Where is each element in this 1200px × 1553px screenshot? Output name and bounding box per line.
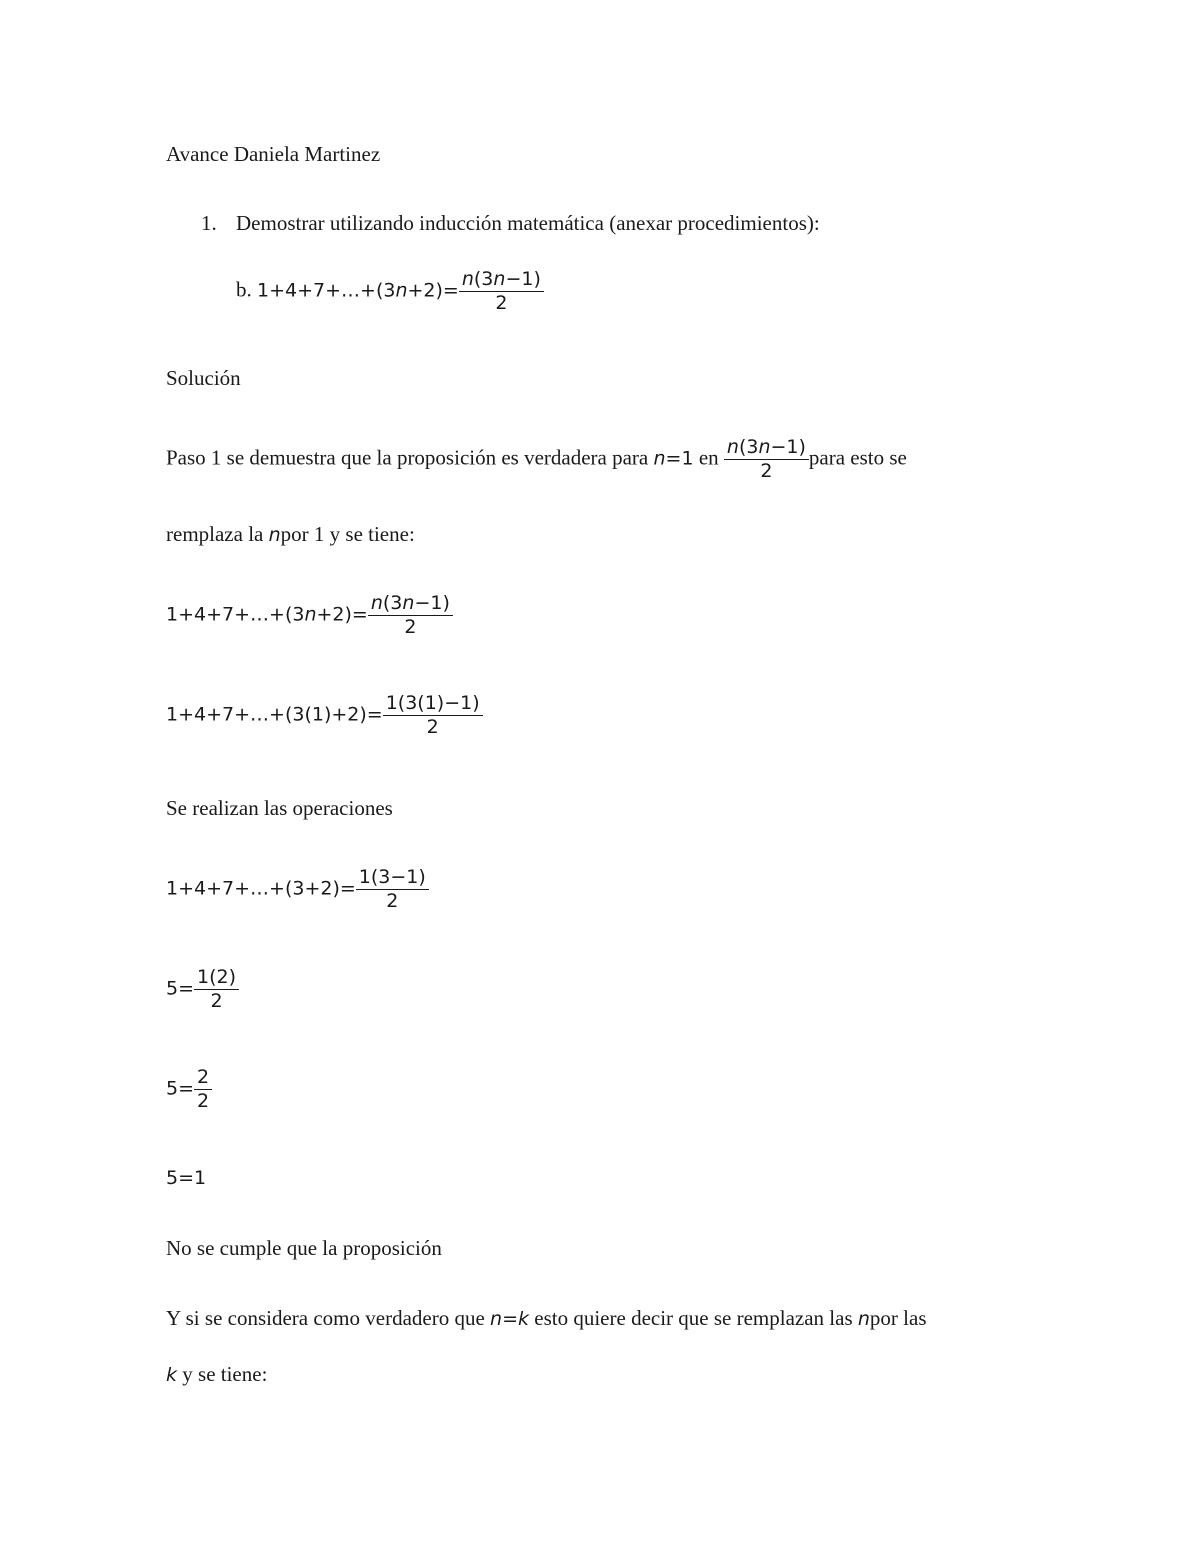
equation-4: 5= $\frac{1(2)}{2}$: [166, 968, 239, 1011]
item-label: b.: [236, 277, 252, 302]
conclusion-text: No se cumple que la proposición: [166, 1236, 442, 1260]
equation-2-fraction: $\frac{1(3(1)-1)}{2}$: [383, 694, 483, 737]
equation-3: 1+4+7+…+(3+2)= $\frac{1(3-1)}{2}$: [166, 868, 429, 911]
equation-4-fraction: $\frac{1(2)}{2}$: [194, 968, 239, 1011]
equation-6: 5=1: [166, 1167, 207, 1189]
closing-line2: k y se tiene:: [166, 1362, 268, 1386]
formula-fraction: $\frac{n(3n-1)}{2}$: [459, 270, 544, 313]
equation-1-fraction: $\frac{n(3n-1)}{2}$: [368, 594, 453, 637]
document-heading: Avance Daniela Martinez: [166, 142, 381, 166]
paso1-fraction: $\frac{n(3n-1)}{2}$: [724, 438, 809, 481]
equation-2: 1+4+7+…+(3(1)+2)= $\frac{1(3(1)-1)}{2}$: [166, 694, 483, 737]
problem-number: 1.: [201, 211, 217, 235]
paso1-line1: Paso 1 se demuestra que la proposición es verdadera para n=1 en $\frac{n(3n-1)}{2}$ para esto se: [166, 436, 907, 482]
equation-5: 5= $\frac{2}{2}$: [166, 1068, 212, 1111]
equation-3-fraction: $\frac{1(3-1)}{2}$: [356, 868, 429, 911]
solution-label: Solución: [166, 366, 241, 390]
equation-5-fraction: $\frac{2}{2}$: [194, 1068, 212, 1111]
operations-label: Se realizan las operaciones: [166, 796, 393, 820]
formula-lhs: 1+4+7+…+(3n+2)=: [257, 279, 459, 302]
paso1-line2: remplaza la npor 1 y se tiene:: [166, 522, 415, 546]
problem-formula: [236, 270, 544, 313]
closing-line1: Y si se considera como verdadero que n=k esto quiere decir que se remplazan las npor las: [166, 1306, 927, 1330]
problem-text: Demostrar utilizando inducción matemática (anexar procedimientos):: [236, 211, 820, 235]
equation-1: 1+4+7+…+(3n+2)= $\frac{n(3n-1)}{2}$: [166, 594, 453, 637]
